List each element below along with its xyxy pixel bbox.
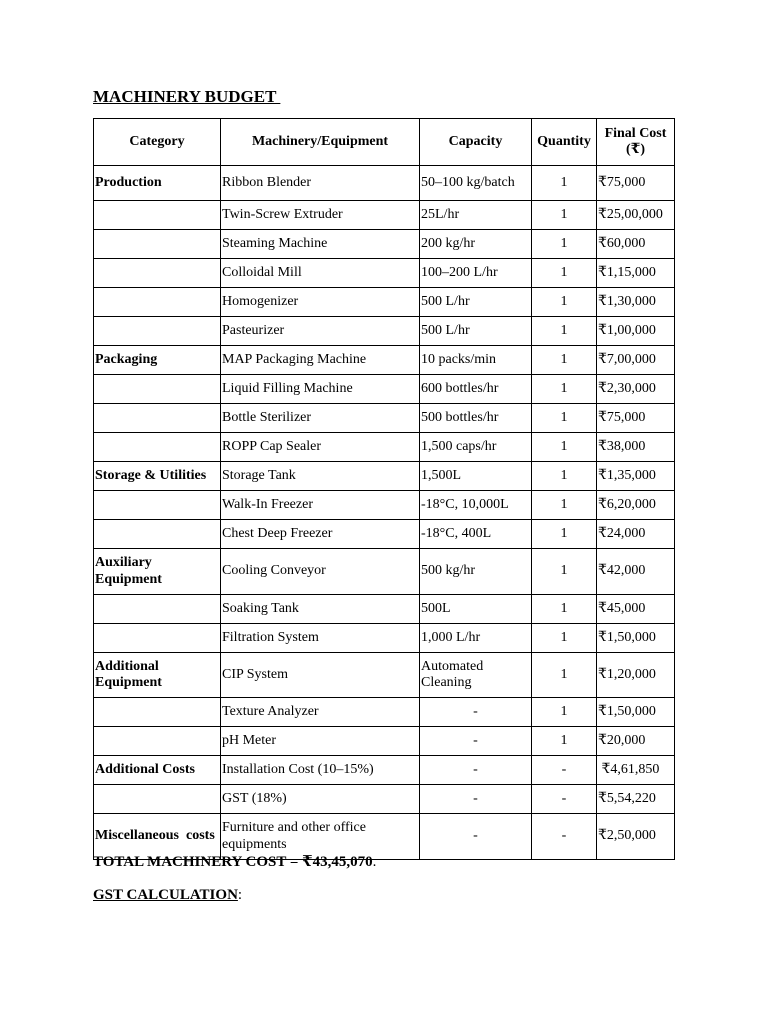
table-row [94,375,675,404]
quantity-cell: 1 [532,404,597,433]
machinery-cell: MAP Packaging Machine [221,346,420,375]
machinery-cell: Walk-In Freezer [221,491,420,520]
capacity-cell: - [420,756,532,785]
category-cell [94,727,221,756]
capacity-cell: -18°C, 10,000L [420,491,532,520]
capacity-cell: 1,500 caps/hr [420,433,532,462]
machinery-cell: Storage Tank [221,462,420,491]
total-suffix: . [372,854,377,870]
capacity-cell: - [420,785,532,814]
capacity-cell: 25L/hr [420,201,532,230]
cost-cell: ₹75,000 [597,404,675,433]
quantity-cell: 1 [532,595,597,624]
category-cell [94,520,221,549]
category-cell: Auxiliary Equipment [94,549,221,595]
category-cell [94,288,221,317]
quantity-cell: 1 [532,259,597,288]
cost-cell: ₹1,15,000 [597,259,675,288]
machinery-cell: Ribbon Blender [221,166,420,201]
cost-cell: ₹25,00,000 [597,201,675,230]
table-row [94,491,675,520]
column-header-quantity: Quantity [532,119,597,166]
category-cell [94,624,221,653]
machinery-cell: GST (18%) [221,785,420,814]
category-cell [94,317,221,346]
category-cell: Production [94,166,221,201]
capacity-cell: 500L [420,595,532,624]
category-cell [94,201,221,230]
category-cell [94,404,221,433]
gst-calculation-heading [93,887,242,904]
category-cell [94,785,221,814]
cost-cell: ₹6,20,000 [597,491,675,520]
category-cell [94,259,221,288]
quantity-cell: 1 [532,166,597,201]
category-cell [94,698,221,727]
table-row [94,433,675,462]
machinery-budget-table [93,118,675,860]
quantity-cell: 1 [532,375,597,404]
machinery-cell: Homogenizer [221,288,420,317]
column-header-capacity: Capacity [420,119,532,166]
cost-cell: ₹2,50,000 [597,814,675,860]
capacity-cell: -18°C, 400L [420,520,532,549]
machinery-cell: Furniture and other office equipments [221,814,420,860]
quantity-cell: 1 [532,433,597,462]
capacity-cell: 500 L/hr [420,288,532,317]
cost-cell: ₹45,000 [597,595,675,624]
document-title: MACHINERY BUDGET [93,87,281,106]
column-header-final-cost: Final Cost (₹) [597,119,675,166]
table-row [94,756,675,785]
table-row [94,624,675,653]
capacity-cell: 10 packs/min [420,346,532,375]
machinery-cell: Pasteurizer [221,317,420,346]
category-cell: Additional Equipment [94,653,221,698]
machinery-cell: Filtration System [221,624,420,653]
cost-cell: ₹42,000 [597,549,675,595]
quantity-cell: - [532,785,597,814]
cost-cell: ₹75,000 [597,166,675,201]
column-header-machinery: Machinery/Equipment [221,119,420,166]
table-row [94,317,675,346]
cost-cell: ₹1,50,000 [597,624,675,653]
table-row [94,520,675,549]
quantity-cell: 1 [532,288,597,317]
table-row [94,404,675,433]
table-row [94,595,675,624]
quantity-cell: 1 [532,727,597,756]
machinery-cell: Bottle Sterilizer [221,404,420,433]
machinery-cell: Liquid Filling Machine [221,375,420,404]
table-row [94,698,675,727]
capacity-cell: 600 bottles/hr [420,375,532,404]
quantity-cell: 1 [532,346,597,375]
table-row [94,785,675,814]
cost-cell: ₹24,000 [597,520,675,549]
cost-cell: ₹20,000 [597,727,675,756]
quantity-cell: 1 [532,201,597,230]
capacity-cell: 500 L/hr [420,317,532,346]
table-header-row [94,119,675,166]
cost-cell: ₹5,54,220 [597,785,675,814]
table-row [94,259,675,288]
category-cell: Additional Costs [94,756,221,785]
quantity-cell: 1 [532,491,597,520]
category-cell [94,595,221,624]
capacity-cell: - [420,698,532,727]
machinery-cell: pH Meter [221,727,420,756]
table-row [94,462,675,491]
category-cell: Miscellaneous costs [94,814,221,860]
column-header-category: Category [94,119,221,166]
cost-cell: ₹60,000 [597,230,675,259]
capacity-cell: 200 kg/hr [420,230,532,259]
capacity-cell: 1,500L [420,462,532,491]
capacity-cell: - [420,727,532,756]
machinery-cell: Steaming Machine [221,230,420,259]
capacity-cell: 50–100 kg/batch [420,166,532,201]
capacity-cell: 500 kg/hr [420,549,532,595]
category-cell [94,230,221,259]
quantity-cell: 1 [532,520,597,549]
category-cell [94,491,221,520]
machinery-cell: Texture Analyzer [221,698,420,727]
cost-cell: ₹1,00,000 [597,317,675,346]
category-cell: Storage & Utilities [94,462,221,491]
capacity-cell: 1,000 L/hr [420,624,532,653]
capacity-cell: 100–200 L/hr [420,259,532,288]
quantity-cell: 1 [532,317,597,346]
machinery-cell: Twin-Screw Extruder [221,201,420,230]
quantity-cell: 1 [532,549,597,595]
quantity-cell: 1 [532,698,597,727]
table-row [94,346,675,375]
capacity-cell: 500 bottles/hr [420,404,532,433]
quantity-cell: 1 [532,624,597,653]
quantity-cell: 1 [532,230,597,259]
category-cell [94,433,221,462]
cost-cell: ₹1,30,000 [597,288,675,317]
quantity-cell: - [532,756,597,785]
machinery-cell: Installation Cost (10–15%) [221,756,420,785]
quantity-cell: 1 [532,462,597,491]
machinery-cell: Soaking Tank [221,595,420,624]
total-label: TOTAL MACHINERY COST = ₹43,45,070 [93,854,373,870]
cost-cell: ₹7,00,000 [597,346,675,375]
cost-cell: ₹4,61,850 [597,756,675,785]
table-row [94,549,675,595]
category-cell: Packaging [94,346,221,375]
cost-cell: ₹2,30,000 [597,375,675,404]
table-row [94,201,675,230]
quantity-cell: 1 [532,653,597,698]
capacity-cell: Automated Cleaning [420,653,532,698]
cost-cell: ₹1,20,000 [597,653,675,698]
machinery-cell: Cooling Conveyor [221,549,420,595]
gst-suffix: : [237,887,243,903]
cost-cell: ₹1,50,000 [597,698,675,727]
table-row [94,653,675,698]
machinery-cell: Colloidal Mill [221,259,420,288]
cost-cell: ₹1,35,000 [597,462,675,491]
gst-label: GST CALCULATION [93,887,238,903]
machinery-cell: Chest Deep Freezer [221,520,420,549]
table-row [94,727,675,756]
category-cell [94,375,221,404]
machinery-cell: ROPP Cap Sealer [221,433,420,462]
total-machinery-cost [93,852,376,871]
table-row [94,166,675,201]
table-row [94,230,675,259]
quantity-cell: - [532,814,597,860]
capacity-cell: - [420,814,532,860]
machinery-cell: CIP System [221,653,420,698]
cost-cell: ₹38,000 [597,433,675,462]
table-row [94,288,675,317]
